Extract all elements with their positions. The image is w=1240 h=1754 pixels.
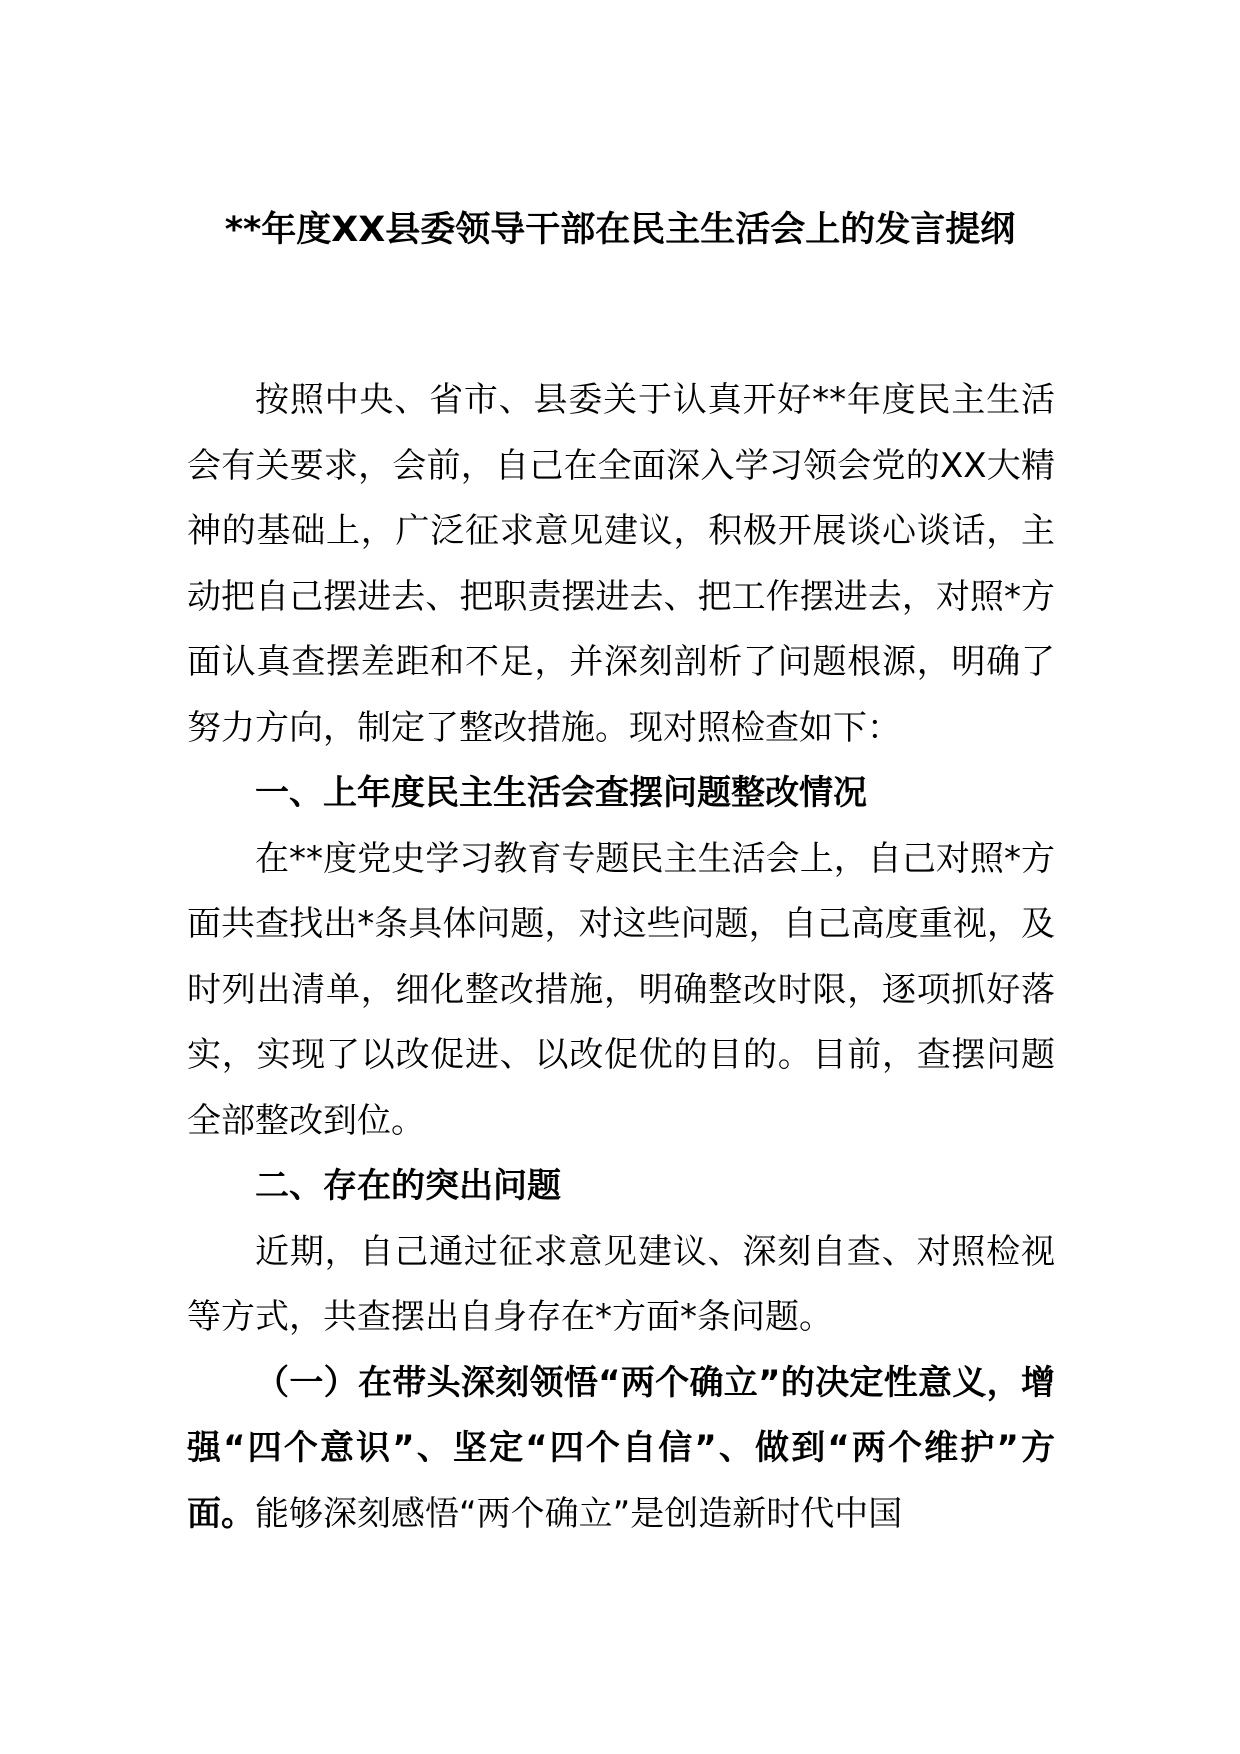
subsection-1-text: 能够深刻感悟“两个确立”是创造新时代中国 — [255, 1493, 903, 1534]
document-title: **年度XX县委领导干部在民主生活会上的发言提纲 — [224, 210, 1016, 250]
intro-paragraph: 按照中央、省市、县委关于认真开好**年度民主生活会有关要求，会前，自己在全面深入学习领会党的XX大精神的基础上，广泛征求意见建议，积极开展谈心谈话，主动把自己摆进去、把职责摆进去、把工作摆进去，对照*方面认真查摆差距和不足，并深刻剖析了问题根源，明确了努力方向，制定了整改措施。现对照检查如下： — [187, 380, 1055, 748]
document-body — [187, 368, 1055, 1547]
subsection-1-heading: （一）在带头深刻领悟“两个确立”的决定性意义，增强“四个意识”、坚定“四个自信”、做到“两个维护”方面。 — [187, 1362, 1055, 1534]
section-1-paragraph: 在**度党史学习教育专题民主生活会上，自己对照*方面共查找出*条具体问题，对这些问题，自己高度重视，及时列出清单，细化整改措施，明确整改时限，逐项抓好落实，实现了以改促进、以改促优的目的。目前，查摆问题全部整改到位。 — [187, 838, 1055, 1141]
subsection-1-paragraph — [187, 1351, 1055, 1548]
section-heading-1: 一、上年度民主生活会查摆问题整改情况 — [255, 773, 867, 813]
section-heading-2: 二、存在的突出问题 — [255, 1166, 561, 1206]
section-2-paragraph: 近期，自己通过征求意见建议、深刻自查、对照检视等方式，共查摆出自身存在*方面*条问题。 — [187, 1231, 1055, 1337]
